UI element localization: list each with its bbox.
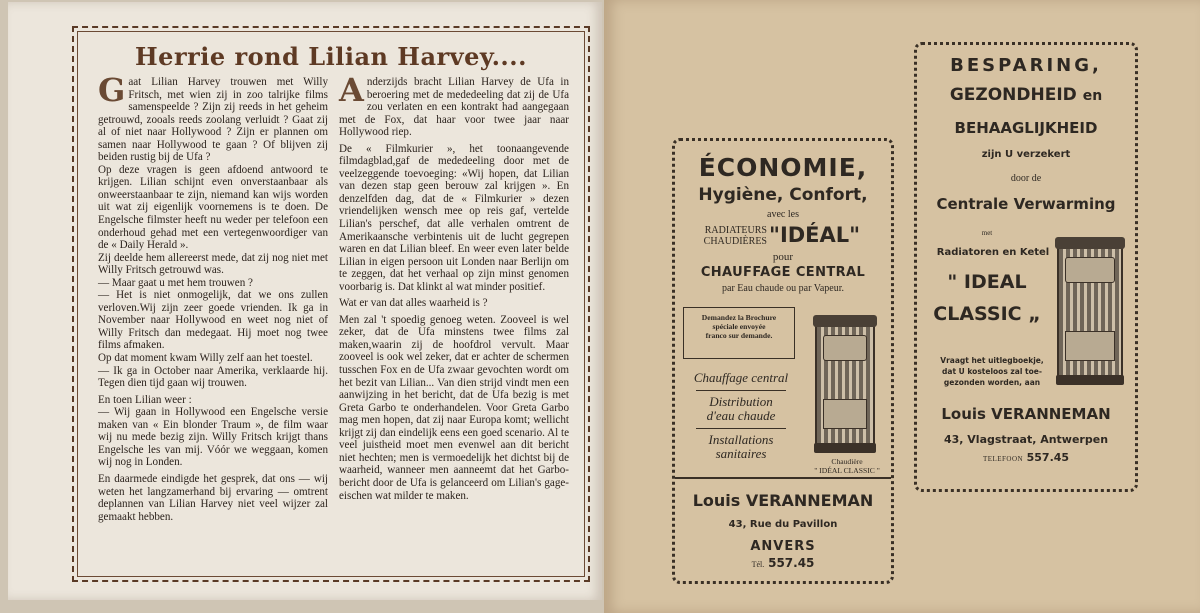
ad-line: [923, 247, 1063, 258]
ad-line: BEHAAGLIJKHEID: [954, 119, 1098, 137]
phone-label: Tél.: [751, 560, 765, 569]
paragraph: aat Lilian Harvey trouwen met Willy Fritsch, met wien zij in zoo talrijke films samenspeelde ? Zijn zij reeds in het geheim getrouwd, zooals reeds zoolang verluidt ? Gaat zij al of niet naar Hollywood ? Zijn er plannen om samen naar Hollywood te gaan ? Of blijven zij beiden rustig bij de Ufa ?: [98, 76, 328, 164]
drop-cap: G: [98, 71, 126, 109]
ad-phone: [675, 556, 891, 570]
ad-services: [683, 371, 799, 461]
ad-line: door de: [1010, 173, 1042, 184]
paragraph: Op dat moment kwam Willy zelf aan het toestel.: [98, 352, 313, 365]
booklet-line: dat U kosteloos zal toe-: [942, 367, 1042, 376]
ad-company: Louis VERANNEMAN: [692, 491, 874, 510]
ad-company: Louis VERANNEMAN: [941, 405, 1111, 423]
phone-number: 557.45: [768, 556, 815, 570]
left-page: [8, 2, 602, 600]
ad-word: en: [1002, 247, 1017, 258]
paragraph: nderzijds bracht Lilian Harvey de Ufa in beroering met de mededeeling dat zij de Ufa zou verlaten en een kontrakt had aangegaan met de Fox, dat haar voor twee jaar naar Hollywood riep.: [339, 76, 569, 139]
paragraph: En toen Lilian weer :: [98, 393, 192, 406]
ad-radiator-label: [697, 225, 767, 247]
service-item: Chauffage central: [693, 370, 789, 385]
paragraph: — Ik ga in October naar Amerika, verklaarde hij. Tegen dien tijd gaan wij trouwen.: [98, 364, 328, 390]
ad-word: Ketel: [1019, 247, 1050, 258]
brochure-box: [683, 307, 795, 359]
service-item: Distribution: [709, 394, 773, 409]
ad-address: 43, Vlagstraat, Antwerpen: [943, 433, 1109, 446]
brochure-line: franco sur demande.: [705, 331, 773, 340]
ad-chauffage-central: CHAUFFAGE CENTRAL: [700, 265, 866, 280]
ad-pour: pour: [772, 251, 794, 263]
service-item: sanitaires: [715, 446, 767, 461]
ad-radiateurs: RADIATEURS: [704, 225, 767, 236]
paragraph: — Maar gaat u met hem trouwen ?: [98, 276, 253, 289]
ad-city: ANVERS: [750, 539, 816, 554]
paragraph: — Wij gaan in Hollywood een Engelsche versie maken van « Ein blonder Traum », de film waar wij nu mede bezig zijn. Willy Fritsch krijgt thans Engelsche les van mij. Vóór we weggaan, komen wij nog in Londen.: [98, 406, 328, 469]
paragraph: Wat er van dat alles waarheid is ?: [339, 297, 488, 310]
article-title: Herrie rond Lilian Harvey....: [135, 42, 527, 71]
article-frame: [72, 26, 590, 582]
right-page: [604, 0, 1200, 613]
divider: [696, 428, 786, 429]
article-column-2: [339, 71, 569, 502]
ad-line: Centrale Verwarming: [936, 195, 1116, 213]
ad-brand: CLASSIC „: [933, 303, 1041, 325]
service-item: Installations: [708, 432, 774, 447]
ad-chaudieres: CHAUDIÈRES: [703, 236, 767, 247]
brochure-line: spéciale envoyée: [712, 322, 766, 331]
booklet-line: gezonden worden, aan: [943, 378, 1041, 387]
paragraph: Men zal 't spoedig genoeg weten. Zooveel is wel zeker, dat de Ufa minstens twee films zal maken,waarin zij de hoofdrol vervult. Maar zooveel is ook wel zeker, dat er achter de schermen tusschen Fox en de Ufa zwaar gevochten wordt om het bezit van Lilian... Van dien strijd vindt men een aanwijzing in het bericht, dat de Ufa bezig is met Greta Garbo te onderhandelen. Voor Greta Garbo mag men hopen, dat zij naar Europa komt; wellicht krijgt zij dan eindelijk eens een goed scenario. Al te veel juistheid moet men evenwel aan dit bericht niet hechten; men is vermoedelijk het dichtst bij de waarheid, wanneer men aanneemt dat het Garbo-bericht door de Ufa is gelanceerd om Lilian's gage-eischen wat milder te maken.: [339, 313, 569, 502]
paragraph: En daarmede eindigde het gesprek, dat ons — wij weten het langzamerhand bij ervaring — omtrent deplannen van Lilian Harvey niet veel wijzer zal gemaakt hebben.: [98, 472, 328, 523]
paragraph: Op deze vragen is geen afdoend antwoord te krijgen. Lilian schijnt even onverstaanbaar als onweerstaanbaar te zijn, niemand kan wijs worden uit wat zij eigenlijk voornemens is te doen. De Engelsche filmster heeft nu weder per telefoon een onderhoud gehad met een vertegenwoordiger van de « Daily Herald ».: [98, 163, 328, 252]
ad-with-text: avec les: [767, 209, 799, 220]
ideal-ad-dutch: [914, 42, 1138, 492]
ad-subheadline: Hygiène, Confort,: [698, 185, 868, 205]
ad-brand: " IDEAL: [947, 271, 1027, 293]
boiler-illustration: [815, 321, 875, 449]
divider: [696, 390, 786, 391]
ad-headline: ÉCONOMIE,: [698, 153, 868, 182]
paragraph: Zij deelde hem allereerst mede, dat zij nog niet met Willy Fritsch getrouwd was.: [98, 251, 328, 277]
paragraph: — Het is niet onmogelijk, dat we ons zullen verloven.Wij zijn zeer goede vrienden. Ik ga in November naar Hollywood en weet nog niet of Willy Fritsch dan medegaat. Hij moet nog twee films afmaken.: [98, 289, 328, 352]
paragraph: De « Filmkurier », het toonaangevende filmdagblad,gaf de mededeeling door met de veelzeggende toevoeging: «Wij hopen, dat Lilian van dezen stap geen berouw zal krijgen ». En denzelfden dag, dat de « Filmkurier » dezen vriendelijken wensch mee op reis gaf, vertelde Lilian's perschef, dat alle verhalen omtrent de Amerikaansche verbintenis uit de lucht gegrepen waren en dat Lilian bleef. En weer even later belde Lilian in eigen persoon uit Londen naar Berlijn om te zeggen, dat het verhaal op zijn minst genomen voorbarig is. Dat klinkt al wat minder positief.: [339, 142, 569, 293]
booklet-line: Vraagt het uitlegboekje,: [940, 356, 1044, 365]
ad-line: [917, 85, 1135, 105]
brochure-line: Demandez la Brochure: [701, 313, 777, 322]
service-item: d'eau chaude: [706, 408, 776, 423]
ideal-ad-french: [672, 138, 894, 584]
ad-phone: [917, 451, 1135, 464]
ad-word: GEZONDHEID: [949, 85, 1077, 105]
booklet-text: [917, 355, 1067, 388]
boiler-caption: [799, 457, 895, 475]
phone-number: 557.45: [1026, 451, 1070, 464]
ad-line: zijn U verzekert: [981, 149, 1071, 160]
ad-brand: "IDÉAL": [769, 223, 861, 247]
divider: [675, 477, 891, 479]
caption-line: " IDÉAL CLASSIC ": [814, 466, 880, 475]
ad-sub-line: par Eau chaude ou par Vapeur.: [722, 283, 844, 294]
drop-cap: A: [339, 71, 364, 109]
caption-line: Chaudière: [831, 457, 863, 466]
ad-address: 43, Rue du Pavillon: [728, 519, 838, 530]
ad-word: Radiatoren: [936, 247, 1000, 258]
ad-line: BESPARING,: [950, 55, 1102, 76]
phone-label: TELEFOON: [982, 455, 1024, 463]
ad-line: met: [981, 229, 993, 237]
article-column-1: [98, 71, 328, 523]
ad-word: en: [1082, 88, 1103, 104]
